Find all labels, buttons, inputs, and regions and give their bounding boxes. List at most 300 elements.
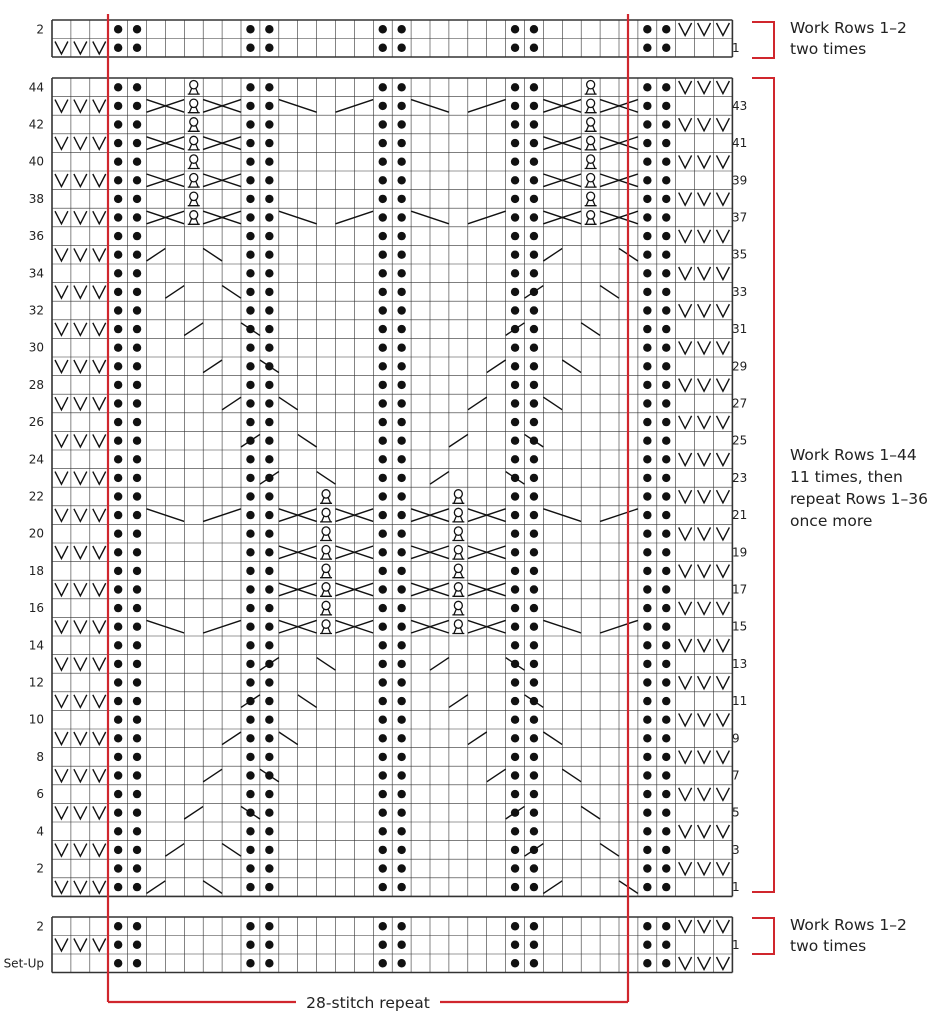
- row-label-main-odd: 11: [732, 694, 748, 709]
- slip-v-icon: [74, 881, 87, 894]
- twisted-loop-icon: [452, 601, 464, 615]
- slip-v-icon: [55, 137, 68, 150]
- slip-v-icon: [717, 379, 730, 392]
- cross-left-icon: [581, 323, 600, 336]
- purl-dot-icon: [511, 548, 519, 556]
- cross-right-icon: [241, 695, 260, 708]
- cross-left-icon: [298, 434, 317, 447]
- purl-dot-icon: [662, 716, 670, 724]
- slip-v-icon: [679, 230, 692, 243]
- purl-dot-icon: [379, 474, 387, 482]
- purl-dot-icon: [265, 176, 273, 184]
- purl-dot-icon: [246, 790, 254, 798]
- purl-dot-icon: [643, 941, 651, 949]
- slip-v-icon: [717, 565, 730, 578]
- cross-left-icon: [203, 248, 222, 261]
- purl-dot-icon: [530, 251, 538, 259]
- purl-dot-icon: [265, 25, 273, 33]
- purl-dot-icon: [265, 790, 273, 798]
- slip-v-icon: [679, 379, 692, 392]
- slip-v-icon: [698, 565, 711, 578]
- purl-dot-icon: [643, 25, 651, 33]
- purl-dot-icon: [114, 959, 122, 967]
- purl-dot-icon: [511, 418, 519, 426]
- purl-dot-icon: [265, 306, 273, 314]
- purl-dot-icon: [643, 306, 651, 314]
- slip-v-icon: [74, 695, 87, 708]
- cross-left-icon: [298, 695, 317, 708]
- purl-dot-icon: [246, 585, 254, 593]
- purl-dot-icon: [511, 959, 519, 967]
- slip-v-icon: [55, 546, 68, 559]
- purl-dot-icon: [511, 716, 519, 724]
- twisted-loop-icon: [585, 118, 597, 132]
- purl-dot-icon: [643, 753, 651, 761]
- slip-v-icon: [679, 304, 692, 317]
- purl-dot-icon: [511, 437, 519, 445]
- purl-dot-icon: [265, 102, 273, 110]
- purl-dot-icon: [530, 716, 538, 724]
- cross-left-icon: [525, 695, 544, 708]
- row-label-setup: Set-Up: [3, 956, 44, 971]
- purl-dot-icon: [265, 288, 273, 296]
- cross-left-icon: [203, 881, 222, 894]
- slip-v-icon: [93, 211, 106, 224]
- slip-v-icon: [717, 751, 730, 764]
- purl-dot-icon: [662, 530, 670, 538]
- purl-dot-icon: [643, 585, 651, 593]
- cross-right-icon: [487, 769, 506, 782]
- purl-dot-icon: [397, 418, 405, 426]
- purl-dot-icon: [246, 827, 254, 835]
- purl-dot-icon: [511, 883, 519, 891]
- purl-dot-icon: [662, 827, 670, 835]
- slip-v-icon: [717, 453, 730, 466]
- purl-dot-icon: [662, 139, 670, 147]
- purl-dot-icon: [662, 548, 670, 556]
- purl-dot-icon: [246, 195, 254, 203]
- row-label-main-even: 32: [28, 303, 44, 318]
- purl-dot-icon: [379, 864, 387, 872]
- purl-dot-icon: [133, 959, 141, 967]
- purl-dot-icon: [133, 344, 141, 352]
- purl-dot-icon: [530, 864, 538, 872]
- purl-dot-icon: [643, 83, 651, 91]
- purl-dot-icon: [379, 660, 387, 668]
- slip-v-icon: [679, 453, 692, 466]
- row-label-main-odd: 7: [732, 768, 740, 783]
- purl-dot-icon: [246, 941, 254, 949]
- purl-dot-icon: [265, 809, 273, 817]
- purl-dot-icon: [114, 83, 122, 91]
- slip-v-icon: [679, 81, 692, 94]
- row-label-main-even: 42: [28, 117, 44, 132]
- purl-dot-icon: [265, 437, 273, 445]
- twisted-loop-icon: [320, 620, 332, 634]
- note-main: [752, 78, 928, 892]
- purl-dot-icon: [379, 306, 387, 314]
- purl-dot-icon: [397, 959, 405, 967]
- purl-dot-icon: [133, 102, 141, 110]
- purl-dot-icon: [530, 771, 538, 779]
- purl-dot-icon: [265, 959, 273, 967]
- purl-dot-icon: [662, 120, 670, 128]
- purl-dot-icon: [511, 158, 519, 166]
- slip-v-icon: [679, 490, 692, 503]
- note-top: [752, 19, 907, 58]
- slip-v-icon: [679, 565, 692, 578]
- note-top-line-1: Work Rows 1–2: [790, 19, 907, 37]
- purl-dot-icon: [133, 325, 141, 333]
- row-label-main-odd: 29: [732, 359, 748, 374]
- purl-dot-icon: [397, 827, 405, 835]
- purl-dot-icon: [530, 734, 538, 742]
- slip-v-icon: [74, 323, 87, 336]
- slip-v-icon: [717, 527, 730, 540]
- purl-dot-icon: [662, 381, 670, 389]
- purl-dot-icon: [397, 809, 405, 817]
- purl-dot-icon: [530, 362, 538, 370]
- slip-v-icon: [74, 42, 87, 55]
- purl-dot-icon: [397, 623, 405, 631]
- purl-dot-icon: [397, 399, 405, 407]
- row-label-main-odd: 21: [732, 508, 748, 523]
- purl-dot-icon: [530, 269, 538, 277]
- purl-dot-icon: [379, 120, 387, 128]
- slip-v-icon: [93, 323, 106, 336]
- slip-v-icon: [698, 825, 711, 838]
- purl-dot-icon: [662, 511, 670, 519]
- purl-dot-icon: [379, 232, 387, 240]
- purl-dot-icon: [397, 790, 405, 798]
- purl-dot-icon: [265, 232, 273, 240]
- slip-v-icon: [74, 137, 87, 150]
- purl-dot-icon: [379, 158, 387, 166]
- purl-dot-icon: [511, 567, 519, 575]
- purl-dot-icon: [511, 306, 519, 314]
- purl-dot-icon: [133, 846, 141, 854]
- purl-dot-icon: [397, 660, 405, 668]
- purl-dot-icon: [133, 474, 141, 482]
- purl-dot-icon: [265, 44, 273, 52]
- purl-dot-icon: [530, 176, 538, 184]
- purl-dot-icon: [133, 232, 141, 240]
- purl-dot-icon: [246, 213, 254, 221]
- purl-dot-icon: [379, 381, 387, 389]
- slip-v-icon: [679, 862, 692, 875]
- purl-dot-icon: [530, 641, 538, 649]
- purl-dot-icon: [511, 399, 519, 407]
- purl-dot-icon: [246, 251, 254, 259]
- purl-dot-icon: [246, 771, 254, 779]
- purl-dot-icon: [114, 753, 122, 761]
- row-label-main-even: 44: [28, 80, 44, 95]
- slip-v-icon: [679, 527, 692, 540]
- purl-dot-icon: [511, 753, 519, 761]
- row-label-main-even: 24: [28, 452, 44, 467]
- purl-dot-icon: [379, 455, 387, 463]
- purl-dot-icon: [265, 548, 273, 556]
- purl-dot-icon: [265, 158, 273, 166]
- slip-v-icon: [698, 490, 711, 503]
- purl-dot-icon: [511, 623, 519, 631]
- purl-dot-icon: [643, 734, 651, 742]
- purl-dot-icon: [662, 195, 670, 203]
- purl-dot-icon: [246, 753, 254, 761]
- purl-dot-icon: [511, 455, 519, 463]
- purl-dot-icon: [530, 381, 538, 389]
- slip-v-icon: [698, 957, 711, 970]
- purl-dot-icon: [133, 941, 141, 949]
- slip-v-icon: [55, 769, 68, 782]
- purl-dot-icon: [643, 437, 651, 445]
- purl-dot-icon: [643, 864, 651, 872]
- purl-dot-icon: [133, 604, 141, 612]
- purl-dot-icon: [397, 213, 405, 221]
- row-label-main-odd: 1: [732, 880, 740, 895]
- row-label-top-2: 2: [36, 22, 44, 37]
- cross-right-icon: [165, 844, 184, 857]
- purl-dot-icon: [133, 678, 141, 686]
- twisted-loop-icon: [188, 80, 200, 94]
- purl-dot-icon: [246, 306, 254, 314]
- slip-v-icon: [93, 620, 106, 633]
- purl-dot-icon: [265, 120, 273, 128]
- purl-dot-icon: [643, 176, 651, 184]
- slip-v-icon: [55, 695, 68, 708]
- slip-v-icon: [93, 769, 106, 782]
- purl-dot-icon: [397, 530, 405, 538]
- purl-dot-icon: [397, 753, 405, 761]
- purl-dot-icon: [530, 883, 538, 891]
- purl-dot-icon: [133, 548, 141, 556]
- purl-dot-icon: [643, 641, 651, 649]
- slip-v-icon: [74, 434, 87, 447]
- purl-dot-icon: [246, 344, 254, 352]
- purl-dot-icon: [397, 455, 405, 463]
- slip-v-icon: [698, 676, 711, 689]
- purl-dot-icon: [114, 548, 122, 556]
- purl-dot-icon: [511, 344, 519, 352]
- purl-dot-icon: [246, 864, 254, 872]
- purl-dot-icon: [643, 567, 651, 575]
- twisted-loop-icon: [585, 155, 597, 169]
- slip-v-icon: [93, 546, 106, 559]
- purl-dot-icon: [530, 325, 538, 333]
- purl-dot-icon: [662, 864, 670, 872]
- row-label-main-odd: 35: [732, 247, 748, 262]
- purl-dot-icon: [265, 83, 273, 91]
- purl-dot-icon: [511, 846, 519, 854]
- purl-dot-icon: [133, 585, 141, 593]
- purl-dot-icon: [379, 734, 387, 742]
- purl-dot-icon: [246, 530, 254, 538]
- purl-dot-icon: [133, 734, 141, 742]
- cross-right-icon: [468, 397, 487, 410]
- purl-dot-icon: [511, 213, 519, 221]
- purl-dot-icon: [662, 102, 670, 110]
- slip-v-icon: [717, 23, 730, 36]
- purl-dot-icon: [530, 941, 538, 949]
- slip-v-icon: [698, 527, 711, 540]
- purl-dot-icon: [397, 25, 405, 33]
- row-label-main-odd: 19: [732, 545, 748, 560]
- purl-dot-icon: [379, 941, 387, 949]
- slip-v-icon: [55, 881, 68, 894]
- purl-dot-icon: [114, 604, 122, 612]
- cross-right-icon: [449, 695, 468, 708]
- purl-dot-icon: [265, 846, 273, 854]
- cross-right-icon: [525, 844, 544, 857]
- purl-dot-icon: [662, 474, 670, 482]
- slip-v-icon: [93, 397, 106, 410]
- cross-left-icon: [506, 658, 525, 671]
- slip-v-icon: [679, 416, 692, 429]
- purl-dot-icon: [662, 251, 670, 259]
- purl-dot-icon: [246, 567, 254, 575]
- purl-dot-icon: [133, 511, 141, 519]
- twisted-loop-icon: [452, 490, 464, 504]
- purl-dot-icon: [530, 809, 538, 817]
- purl-dot-icon: [114, 362, 122, 370]
- slip-v-icon: [698, 118, 711, 131]
- slip-v-icon: [74, 100, 87, 113]
- twisted-loop-icon: [452, 545, 464, 559]
- slip-v-icon: [55, 844, 68, 857]
- twisted-loop-icon: [320, 545, 332, 559]
- slip-v-icon: [679, 118, 692, 131]
- purl-dot-icon: [530, 102, 538, 110]
- purl-dot-icon: [133, 455, 141, 463]
- slip-v-icon: [74, 658, 87, 671]
- purl-dot-icon: [114, 716, 122, 724]
- slip-v-icon: [698, 453, 711, 466]
- cross-right-icon: [430, 658, 449, 671]
- purl-dot-icon: [397, 678, 405, 686]
- twisted-loop-icon: [585, 136, 597, 150]
- purl-dot-icon: [511, 120, 519, 128]
- purl-dot-icon: [662, 158, 670, 166]
- twisted-loop-icon: [585, 211, 597, 225]
- purl-dot-icon: [643, 959, 651, 967]
- purl-dot-icon: [511, 232, 519, 240]
- purl-dot-icon: [643, 232, 651, 240]
- purl-dot-icon: [133, 697, 141, 705]
- purl-dot-icon: [662, 492, 670, 500]
- purl-dot-icon: [114, 176, 122, 184]
- purl-dot-icon: [133, 381, 141, 389]
- twisted-loop-icon: [585, 192, 597, 206]
- purl-dot-icon: [114, 809, 122, 817]
- cross-left-icon: [525, 434, 544, 447]
- twisted-loop-icon: [452, 564, 464, 578]
- purl-dot-icon: [397, 697, 405, 705]
- purl-dot-icon: [265, 530, 273, 538]
- purl-dot-icon: [379, 753, 387, 761]
- slip-v-icon: [679, 788, 692, 801]
- purl-dot-icon: [511, 827, 519, 835]
- purl-dot-icon: [511, 922, 519, 930]
- slip-v-icon: [55, 42, 68, 55]
- purl-dot-icon: [133, 195, 141, 203]
- purl-dot-icon: [265, 567, 273, 575]
- purl-dot-icon: [662, 959, 670, 967]
- slip-v-icon: [679, 825, 692, 838]
- slip-v-icon: [74, 211, 87, 224]
- twisted-loop-icon: [188, 136, 200, 150]
- purl-dot-icon: [397, 922, 405, 930]
- slip-v-icon: [74, 620, 87, 633]
- slip-v-icon: [698, 267, 711, 280]
- purl-dot-icon: [643, 790, 651, 798]
- cross-left-icon: [317, 658, 336, 671]
- purl-dot-icon: [662, 213, 670, 221]
- purl-dot-icon: [379, 418, 387, 426]
- purl-dot-icon: [643, 325, 651, 333]
- bracket-bottom: [752, 918, 774, 954]
- slip-v-icon: [717, 788, 730, 801]
- purl-dot-icon: [114, 771, 122, 779]
- purl-dot-icon: [246, 102, 254, 110]
- purl-dot-icon: [397, 176, 405, 184]
- purl-dot-icon: [530, 585, 538, 593]
- purl-dot-icon: [511, 176, 519, 184]
- purl-dot-icon: [662, 883, 670, 891]
- slip-v-icon: [93, 174, 106, 187]
- cross-right-icon: [468, 732, 487, 745]
- cross-left-icon: [600, 286, 619, 299]
- purl-dot-icon: [114, 251, 122, 259]
- purl-dot-icon: [397, 195, 405, 203]
- purl-dot-icon: [511, 362, 519, 370]
- slip-v-icon: [74, 583, 87, 596]
- purl-dot-icon: [133, 492, 141, 500]
- row-label-main-even: 14: [28, 638, 44, 653]
- slip-v-icon: [698, 639, 711, 652]
- twisted-loop-icon: [452, 527, 464, 541]
- row-label-main-even: 12: [28, 675, 44, 690]
- chart-grid: [52, 20, 732, 973]
- purl-dot-icon: [511, 25, 519, 33]
- twisted-loop-icon: [188, 192, 200, 206]
- row-label-main-odd: 5: [732, 805, 740, 820]
- slip-v-icon: [93, 42, 106, 55]
- twisted-loop-icon: [188, 173, 200, 187]
- purl-dot-icon: [530, 83, 538, 91]
- purl-dot-icon: [397, 864, 405, 872]
- slip-v-icon: [717, 825, 730, 838]
- purl-dot-icon: [133, 83, 141, 91]
- purl-dot-icon: [246, 623, 254, 631]
- cross-left-icon: [506, 472, 525, 485]
- cross-right-icon: [449, 434, 468, 447]
- slip-v-icon: [93, 658, 106, 671]
- row-label-main-odd: 37: [732, 210, 748, 225]
- row-label-main-odd: 9: [732, 731, 740, 746]
- purl-dot-icon: [265, 827, 273, 835]
- purl-dot-icon: [643, 158, 651, 166]
- purl-dot-icon: [133, 120, 141, 128]
- purl-dot-icon: [379, 809, 387, 817]
- slip-v-icon: [717, 490, 730, 503]
- purl-dot-icon: [114, 660, 122, 668]
- slip-v-icon: [698, 193, 711, 206]
- purl-dot-icon: [662, 288, 670, 296]
- slip-v-icon: [93, 137, 106, 150]
- purl-dot-icon: [133, 44, 141, 52]
- slip-v-icon: [679, 920, 692, 933]
- slip-v-icon: [717, 193, 730, 206]
